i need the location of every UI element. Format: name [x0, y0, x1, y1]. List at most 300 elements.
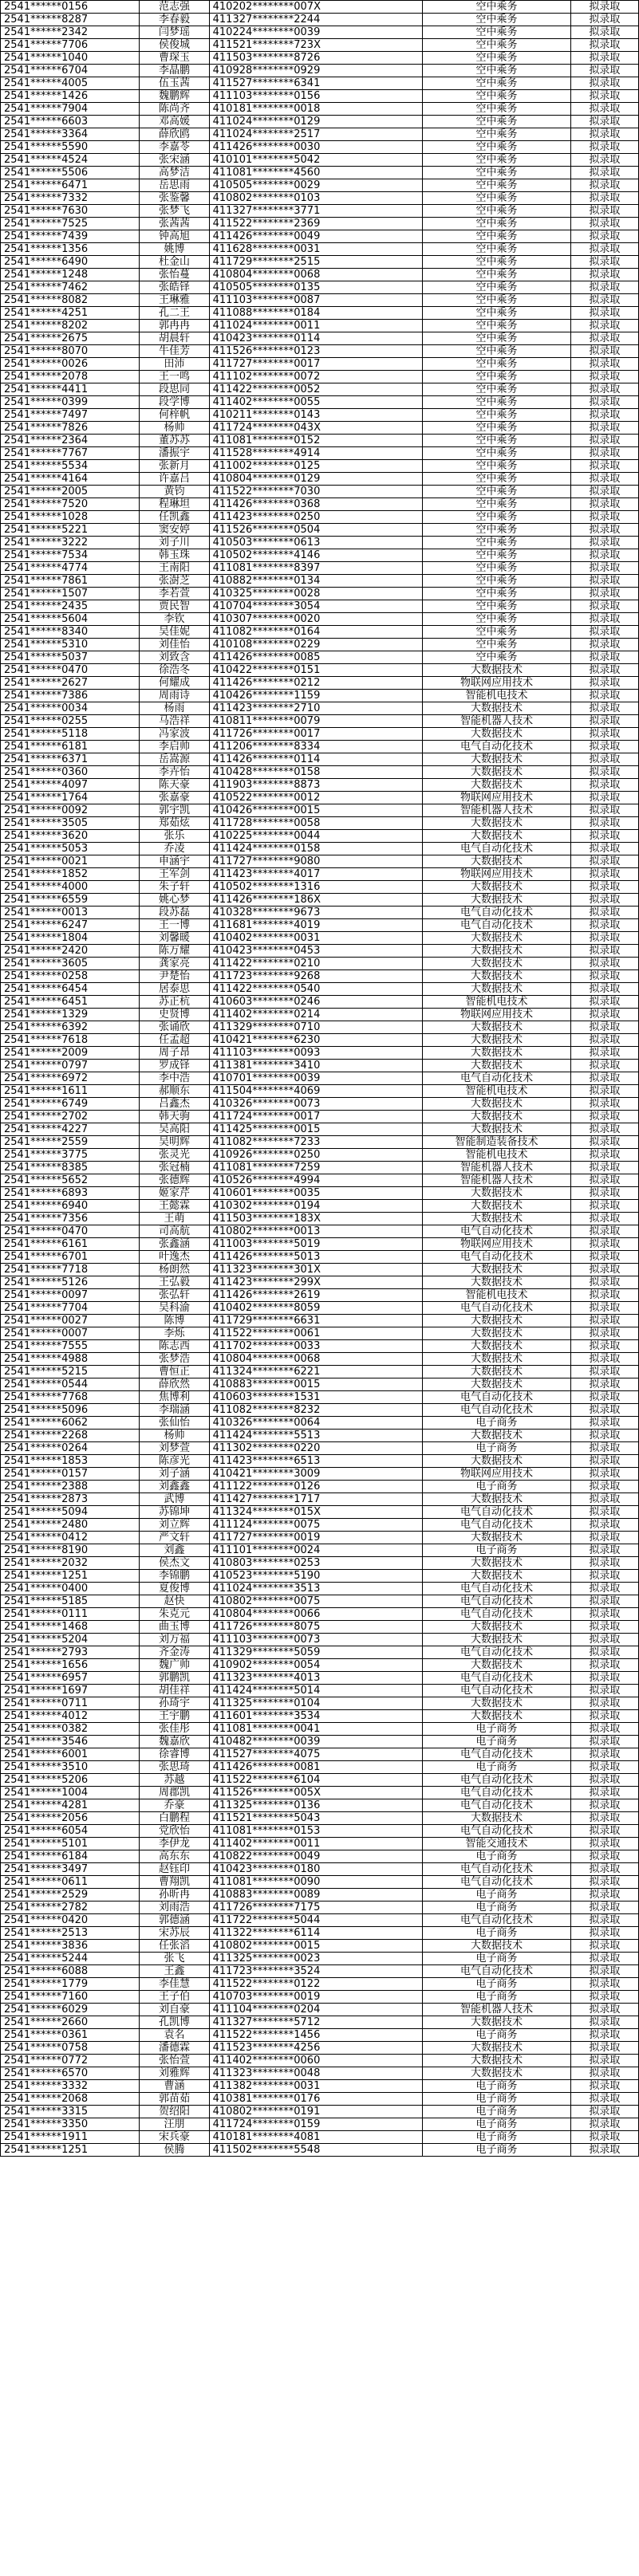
status-cell: 拟录取	[570, 804, 638, 817]
table-row	[1, 90, 639, 103]
table-row	[1, 1672, 639, 1685]
name-cell: 吴科渝	[140, 1302, 209, 1315]
exam-id-cell: 2541******2513	[1, 1927, 140, 1940]
status-cell: 拟录取	[570, 945, 638, 958]
id-number-cell: 410421********3009	[209, 1468, 423, 1481]
table-row	[1, 167, 639, 179]
status-cell: 拟录取	[570, 932, 638, 945]
table-row	[1, 1940, 639, 1953]
major-cell: 空中乘务	[423, 332, 570, 345]
id-number-cell: 410381********0176	[209, 2093, 423, 2106]
table-row	[1, 435, 639, 447]
major-cell: 智能机电技术	[423, 996, 570, 1009]
exam-id-cell: 2541******5590	[1, 141, 140, 154]
id-number-cell: 411081********0152	[209, 435, 423, 447]
status-cell: 拟录取	[570, 1799, 638, 1812]
status-cell: 拟录取	[570, 1736, 638, 1748]
exam-id-cell: 2541******2873	[1, 1493, 140, 1506]
id-number-cell: 410882********0134	[209, 575, 423, 588]
name-cell: 伍玉茜	[140, 77, 209, 90]
status-cell: 拟录取	[570, 1404, 638, 1417]
name-cell: 张怡蔓	[140, 269, 209, 281]
exam-id-cell: 2541******6247	[1, 919, 140, 932]
major-cell: 电子商务	[423, 2029, 570, 2042]
exam-id-cell: 2541******7767	[1, 447, 140, 460]
status-cell: 拟录取	[570, 1519, 638, 1532]
major-cell: 大数据技术	[423, 2055, 570, 2067]
name-cell: 魏鹏辉	[140, 90, 209, 103]
exam-id-cell: 2541******8385	[1, 1162, 140, 1174]
major-cell: 大数据技术	[423, 983, 570, 996]
major-cell: 大数据技术	[423, 1264, 570, 1276]
exam-id-cell: 2541******3546	[1, 1736, 140, 1748]
table-row	[1, 473, 639, 486]
id-number-cell: 411327********3771	[209, 205, 423, 218]
status-cell: 拟录取	[570, 1315, 638, 1327]
exam-id-cell: 2541******0360	[1, 766, 140, 779]
name-cell: 段学博	[140, 396, 209, 409]
status-cell: 拟录取	[570, 1621, 638, 1634]
table-row	[1, 2004, 639, 2016]
status-cell: 拟录取	[570, 320, 638, 332]
status-cell: 拟录取	[570, 1123, 638, 1136]
table-row	[1, 332, 639, 345]
id-number-cell: 410804********0068	[209, 269, 423, 281]
major-cell: 电子商务	[423, 2144, 570, 2157]
exam-id-cell: 2541******5215	[1, 1366, 140, 1378]
name-cell: 李启帅	[140, 741, 209, 753]
table-row	[1, 1149, 639, 1162]
name-cell: 刘子川	[140, 537, 209, 549]
id-number-cell: 411402********0060	[209, 2055, 423, 2067]
table-row	[1, 65, 639, 77]
exam-id-cell: 2541******7356	[1, 1213, 140, 1225]
name-cell: 陈天豪	[140, 779, 209, 792]
id-number-cell: 410325********0028	[209, 588, 423, 600]
name-cell: 冯家波	[140, 728, 209, 741]
status-cell: 拟录取	[570, 830, 638, 843]
exam-id-cell: 2541******8202	[1, 320, 140, 332]
name-cell: 胡晨轩	[140, 332, 209, 345]
exam-id-cell: 2541******0797	[1, 1060, 140, 1072]
exam-id-cell: 2541******0034	[1, 702, 140, 715]
exam-id-cell: 2541******4774	[1, 562, 140, 575]
table-row	[1, 1889, 639, 1902]
major-cell: 电子商务	[423, 2093, 570, 2106]
id-number-cell: 410804********0066	[209, 1608, 423, 1621]
id-number-cell: 411101********0024	[209, 1544, 423, 1557]
table-row	[1, 1850, 639, 1863]
status-cell: 拟录取	[570, 639, 638, 651]
status-cell: 拟录取	[570, 1646, 638, 1659]
table-body	[1, 1, 639, 2157]
exam-id-cell: 2541******7332	[1, 192, 140, 205]
id-number-cell: 411521********723X	[209, 39, 423, 52]
major-cell: 空中乘务	[423, 39, 570, 52]
id-number-cell: 411426********186X	[209, 894, 423, 907]
id-number-cell: 410402********8059	[209, 1302, 423, 1315]
id-number-cell: 411124********0075	[209, 1519, 423, 1532]
id-number-cell: 410326********0064	[209, 1417, 423, 1430]
name-cell: 张鑫涵	[140, 1238, 209, 1251]
name-cell: 申涵宇	[140, 855, 209, 868]
major-cell: 大数据技术	[423, 1621, 570, 1634]
id-number-cell: 411727********0019	[209, 1532, 423, 1544]
name-cell: 李春毅	[140, 14, 209, 26]
major-cell: 电气自动化技术	[423, 1583, 570, 1595]
exam-id-cell: 2541******6062	[1, 1417, 140, 1430]
id-number-cell: 411522********1456	[209, 2029, 423, 2042]
table-row	[1, 1327, 639, 1340]
exam-id-cell: 2541******7525	[1, 218, 140, 230]
status-cell: 拟录取	[570, 843, 638, 855]
status-cell: 拟录取	[570, 1940, 638, 1953]
status-cell: 拟录取	[570, 1251, 638, 1264]
table-row	[1, 2118, 639, 2131]
name-cell: 刘雨浩	[140, 1902, 209, 1914]
status-cell: 拟录取	[570, 1532, 638, 1544]
major-cell: 电子商务	[423, 1736, 570, 1748]
name-cell: 吴明辉	[140, 1136, 209, 1149]
id-number-cell: 411528********4914	[209, 447, 423, 460]
table-row	[1, 881, 639, 894]
status-cell: 拟录取	[570, 1914, 638, 1927]
name-cell: 刘馨暖	[140, 932, 209, 945]
table-row	[1, 677, 639, 690]
exam-id-cell: 2541******1804	[1, 932, 140, 945]
status-cell: 拟录取	[570, 677, 638, 690]
major-cell: 空中乘务	[423, 52, 570, 65]
major-cell: 空中乘务	[423, 486, 570, 498]
table-row	[1, 116, 639, 128]
exam-id-cell: 2541******2435	[1, 600, 140, 613]
table-row	[1, 396, 639, 409]
name-cell: 任张滔	[140, 1940, 209, 1953]
name-cell: 何耀成	[140, 677, 209, 690]
status-cell: 拟录取	[570, 1174, 638, 1187]
major-cell: 电气自动化技术	[423, 1863, 570, 1876]
major-cell: 电气自动化技术	[423, 1787, 570, 1799]
status-cell: 拟录取	[570, 1417, 638, 1430]
id-number-cell: 410804********0129	[209, 473, 423, 486]
major-cell: 空中乘务	[423, 371, 570, 383]
major-cell: 空中乘务	[423, 154, 570, 167]
exam-id-cell: 2541******6704	[1, 65, 140, 77]
exam-id-cell: 2541******4000	[1, 881, 140, 894]
id-number-cell: 410423********0114	[209, 332, 423, 345]
status-cell: 拟录取	[570, 2055, 638, 2067]
table-row	[1, 218, 639, 230]
exam-id-cell: 2541******6749	[1, 1098, 140, 1111]
id-number-cell: 411522********2369	[209, 218, 423, 230]
id-number-cell: 411724********043X	[209, 422, 423, 435]
exam-id-cell: 2541******7462	[1, 281, 140, 294]
status-cell: 拟录取	[570, 383, 638, 396]
table-row	[1, 320, 639, 332]
table-row	[1, 383, 639, 396]
table-row	[1, 1621, 639, 1634]
major-cell: 电子商务	[423, 1850, 570, 1863]
table-row	[1, 1085, 639, 1098]
exam-id-cell: 2541******3510	[1, 1761, 140, 1774]
exam-id-cell: 2541******1329	[1, 1009, 140, 1021]
id-number-cell: 410804********0068	[209, 1353, 423, 1366]
table-row	[1, 1009, 639, 1021]
name-cell: 张佳彤	[140, 1723, 209, 1736]
status-cell: 拟录取	[570, 2093, 638, 2106]
major-cell: 空中乘务	[423, 626, 570, 639]
major-cell: 智能机器人技术	[423, 1174, 570, 1187]
name-cell: 王鑫	[140, 1965, 209, 1978]
table-row	[1, 2029, 639, 2042]
table-row	[1, 409, 639, 422]
major-cell: 电子商务	[423, 1991, 570, 2004]
id-number-cell: 411422********0210	[209, 958, 423, 970]
status-cell: 拟录取	[570, 128, 638, 141]
major-cell: 空中乘务	[423, 600, 570, 613]
status-cell: 拟录取	[570, 600, 638, 613]
name-cell: 李若萱	[140, 588, 209, 600]
major-cell: 空中乘务	[423, 192, 570, 205]
major-cell: 物联网应用技术	[423, 677, 570, 690]
major-cell: 大数据技术	[423, 881, 570, 894]
table-row	[1, 562, 639, 575]
name-cell: 张宋涵	[140, 154, 209, 167]
major-cell: 空中乘务	[423, 90, 570, 103]
table-row	[1, 779, 639, 792]
exam-id-cell: 2541******1028	[1, 511, 140, 524]
status-cell: 拟录取	[570, 116, 638, 128]
table-row	[1, 702, 639, 715]
id-number-cell: 411527********4075	[209, 1748, 423, 1761]
name-cell: 马浩祥	[140, 715, 209, 728]
status-cell: 拟录取	[570, 307, 638, 320]
table-row	[1, 855, 639, 868]
table-row	[1, 1519, 639, 1532]
exam-id-cell: 2541******0027	[1, 1315, 140, 1327]
major-cell: 大数据技术	[423, 945, 570, 958]
major-cell: 大数据技术	[423, 1060, 570, 1072]
major-cell: 大数据技术	[423, 894, 570, 907]
table-row	[1, 1136, 639, 1149]
id-number-cell: 411081********8397	[209, 562, 423, 575]
name-cell: 郭鹏凯	[140, 1672, 209, 1685]
exam-id-cell: 2541******7706	[1, 39, 140, 52]
major-cell: 大数据技术	[423, 1123, 570, 1136]
status-cell: 拟录取	[570, 1685, 638, 1697]
status-cell: 拟录取	[570, 588, 638, 600]
id-number-cell: 411729********2515	[209, 256, 423, 269]
table-row	[1, 1187, 639, 1200]
table-row	[1, 843, 639, 855]
id-number-cell: 411727********0017	[209, 358, 423, 371]
id-number-cell: 410101********5042	[209, 154, 423, 167]
status-cell: 拟录取	[570, 1748, 638, 1761]
name-cell: 宋兵豪	[140, 2131, 209, 2144]
name-cell: 王懿霖	[140, 1200, 209, 1213]
major-cell: 大数据技术	[423, 766, 570, 779]
major-cell: 大数据技术	[423, 1557, 570, 1570]
id-number-cell: 411081********7259	[209, 1162, 423, 1174]
exam-id-cell: 2541******4164	[1, 473, 140, 486]
status-cell: 拟录取	[570, 103, 638, 116]
id-number-cell: 411503********183X	[209, 1213, 423, 1225]
major-cell: 电子商务	[423, 1481, 570, 1493]
exam-id-cell: 2541******0097	[1, 1289, 140, 1302]
status-cell: 拟录取	[570, 753, 638, 766]
table-row	[1, 230, 639, 243]
status-cell: 拟录取	[570, 1953, 638, 1965]
exam-id-cell: 2541******2032	[1, 1557, 140, 1570]
table-row	[1, 1697, 639, 1710]
name-cell: 张灵光	[140, 1149, 209, 1162]
major-cell: 空中乘务	[423, 103, 570, 116]
exam-id-cell: 2541******0382	[1, 1723, 140, 1736]
id-number-cell: 411024********2517	[209, 128, 423, 141]
exam-id-cell: 2541******7768	[1, 1391, 140, 1404]
id-number-cell: 410108********0229	[209, 639, 423, 651]
major-cell: 空中乘务	[423, 294, 570, 307]
exam-id-cell: 2541******0758	[1, 2042, 140, 2055]
status-cell: 拟录取	[570, 1634, 638, 1646]
name-cell: 张梦飞	[140, 205, 209, 218]
exam-id-cell: 2541******1040	[1, 52, 140, 65]
status-cell: 拟录取	[570, 1238, 638, 1251]
name-cell: 王弘毅	[140, 1276, 209, 1289]
major-cell: 空中乘务	[423, 537, 570, 549]
name-cell: 李烁	[140, 1327, 209, 1340]
exam-id-cell: 2541******6001	[1, 1748, 140, 1761]
major-cell: 大数据技术	[423, 1659, 570, 1672]
major-cell: 空中乘务	[423, 320, 570, 332]
id-number-cell: 411723********3524	[209, 1965, 423, 1978]
exam-id-cell: 2541******8082	[1, 294, 140, 307]
name-cell: 刘子涵	[140, 1468, 209, 1481]
id-number-cell: 411325********0136	[209, 1799, 423, 1812]
id-number-cell: 411526********005X	[209, 1787, 423, 1799]
major-cell: 电气自动化技术	[423, 1391, 570, 1404]
status-cell: 拟录取	[570, 1761, 638, 1774]
table-row	[1, 1060, 639, 1072]
table-row	[1, 1799, 639, 1812]
name-cell: 郝顺东	[140, 1085, 209, 1098]
major-cell: 大数据技术	[423, 1570, 570, 1583]
exam-id-cell: 2541******5506	[1, 167, 140, 179]
status-cell: 拟录取	[570, 1047, 638, 1060]
major-cell: 大数据技术	[423, 1327, 570, 1340]
table-row	[1, 1493, 639, 1506]
name-cell: 潘德霖	[140, 2042, 209, 2055]
major-cell: 电气自动化技术	[423, 1748, 570, 1761]
table-row	[1, 1315, 639, 1327]
exam-id-cell: 2541******2559	[1, 1136, 140, 1149]
exam-id-cell: 2541******0711	[1, 1697, 140, 1710]
exam-id-cell: 2541******0111	[1, 1608, 140, 1621]
exam-id-cell: 2541******1697	[1, 1685, 140, 1697]
name-cell: 侯杰文	[140, 1557, 209, 1570]
name-cell: 王军剑	[140, 868, 209, 881]
id-number-cell: 411402********0011	[209, 1838, 423, 1850]
table-row	[1, 894, 639, 907]
major-cell: 大数据技术	[423, 1315, 570, 1327]
name-cell: 张鉴馨	[140, 192, 209, 205]
id-number-cell: 411522********6104	[209, 1774, 423, 1787]
exam-id-cell: 2541******7439	[1, 230, 140, 243]
table-row	[1, 868, 639, 881]
table-row	[1, 766, 639, 779]
id-number-cell: 411323********301X	[209, 1264, 423, 1276]
status-cell: 拟录取	[570, 868, 638, 881]
name-cell: 张皓铎	[140, 281, 209, 294]
major-cell: 大数据技术	[423, 1111, 570, 1123]
table-row	[1, 524, 639, 537]
status-cell: 拟录取	[570, 1493, 638, 1506]
major-cell: 电气自动化技术	[423, 1506, 570, 1519]
id-number-cell: 410426********0015	[209, 804, 423, 817]
table-row	[1, 2067, 639, 2080]
table-row	[1, 1710, 639, 1723]
name-cell: 张乐	[140, 830, 209, 843]
name-cell: 刘佳怡	[140, 639, 209, 651]
id-number-cell: 411324********6221	[209, 1366, 423, 1378]
exam-id-cell: 2541******1656	[1, 1659, 140, 1672]
major-cell: 电子商务	[423, 2131, 570, 2144]
id-number-cell: 411302********0220	[209, 1442, 423, 1455]
id-number-cell: 410526********4994	[209, 1174, 423, 1187]
id-number-cell: 411082********7233	[209, 1136, 423, 1149]
table-row	[1, 1748, 639, 1761]
name-cell: 李嘉苓	[140, 141, 209, 154]
exam-id-cell: 2541******7618	[1, 1034, 140, 1047]
status-cell: 拟录取	[570, 1327, 638, 1340]
exam-id-cell: 2541******7520	[1, 498, 140, 511]
table-row	[1, 1506, 639, 1519]
exam-id-cell: 2541******1779	[1, 1978, 140, 1991]
table-row	[1, 2144, 639, 2157]
exam-id-cell: 2541******0258	[1, 970, 140, 983]
major-cell: 空中乘务	[423, 230, 570, 243]
major-cell: 物联网应用技术	[423, 1468, 570, 1481]
id-number-cell: 410928********0929	[209, 65, 423, 77]
status-cell: 拟录取	[570, 2106, 638, 2118]
name-cell: 夏俊博	[140, 1583, 209, 1595]
status-cell: 拟录取	[570, 664, 638, 677]
table-row	[1, 1978, 639, 1991]
table-row	[1, 1340, 639, 1353]
exam-id-cell: 2541******8070	[1, 345, 140, 358]
major-cell: 电气自动化技术	[423, 907, 570, 919]
name-cell: 曹翔凯	[140, 1876, 209, 1889]
major-cell: 电子商务	[423, 1544, 570, 1557]
status-cell: 拟录取	[570, 1366, 638, 1378]
status-cell: 拟录取	[570, 1455, 638, 1468]
status-cell: 拟录取	[570, 256, 638, 269]
exam-id-cell: 2541******7718	[1, 1264, 140, 1276]
major-cell: 电气自动化技术	[423, 1225, 570, 1238]
status-cell: 拟录取	[570, 1710, 638, 1723]
table-row	[1, 830, 639, 843]
name-cell: 段苏磊	[140, 907, 209, 919]
major-cell: 电气自动化技术	[423, 843, 570, 855]
major-cell: 大数据技术	[423, 702, 570, 715]
name-cell: 曹涵	[140, 2080, 209, 2093]
id-number-cell: 410423********0453	[209, 945, 423, 958]
status-cell: 拟录取	[570, 2016, 638, 2029]
exam-id-cell: 2541******2009	[1, 1047, 140, 1060]
id-number-cell: 411527********6341	[209, 77, 423, 90]
major-cell: 大数据技术	[423, 753, 570, 766]
name-cell: 侯腾	[140, 2144, 209, 2157]
